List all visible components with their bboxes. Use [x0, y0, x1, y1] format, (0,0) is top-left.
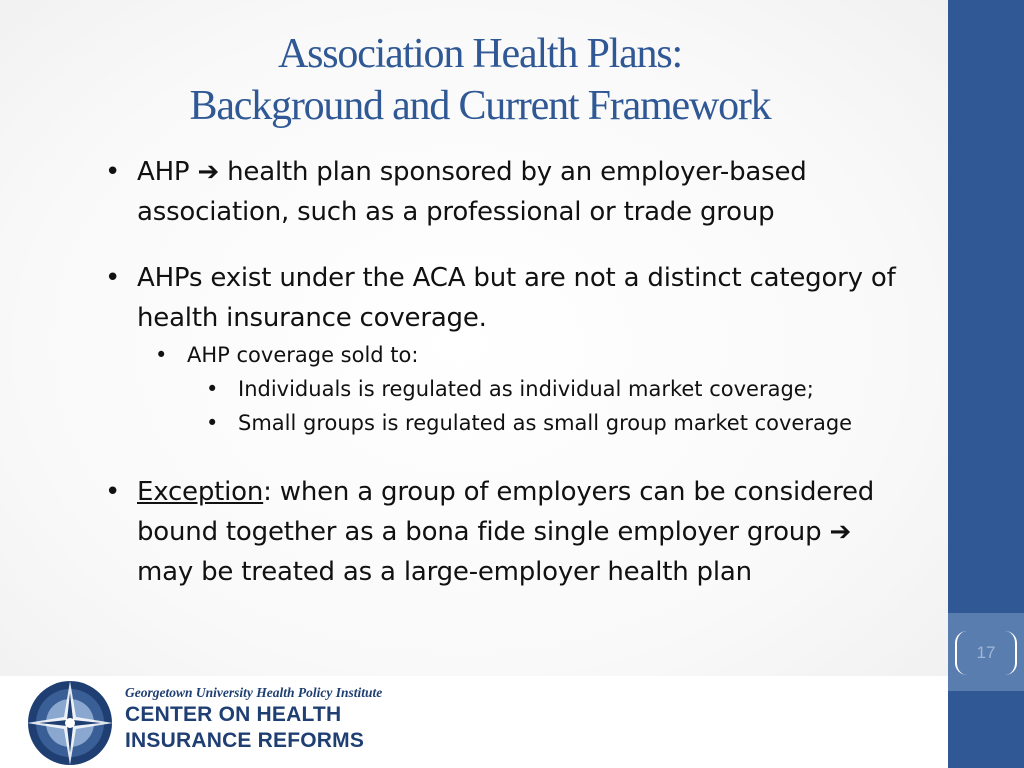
slide-title [40, 28, 920, 132]
sub-sub-bullet-small-groups [206, 406, 905, 440]
logo-text [125, 684, 382, 754]
bullet-dot: • [206, 377, 219, 401]
bullet-dot: • [105, 477, 121, 507]
exception-label: Exception [137, 477, 264, 507]
bullet-text: AHP [137, 157, 198, 187]
bullet-ahp-definition [105, 152, 905, 232]
arrow-icon: ➔ [197, 157, 220, 187]
sub-bullet-coverage-sold [155, 338, 905, 372]
arrow-icon: ➔ [829, 517, 852, 547]
page-number: 17 [955, 631, 1017, 675]
bullet-text: AHPs exist under the ACA but are not a distinct category of health insurance coverage. [137, 263, 896, 333]
bullet-text: may be treated as a large-employer health plan [137, 557, 752, 587]
bullet-dot: • [105, 157, 121, 187]
bullet-list [105, 152, 905, 618]
bullet-ahps-under-aca [105, 258, 905, 338]
slide-title-line-2: Background and Current Framework [189, 83, 771, 129]
bullet-text: : when a group of employers can be considered bound together as a bona fide single employer group [137, 477, 875, 547]
bullet-dot: • [206, 411, 219, 435]
slide-title-line-1: Association Health Plans: [278, 31, 682, 77]
bullet-text: Small groups is regulated as small group market coverage [238, 411, 853, 435]
bullet-text: Individuals is regulated as individual market coverage; [238, 377, 814, 401]
bullet-dot: • [155, 343, 168, 367]
bullet-text: health plan sponsored by an employer-based association, such as a professional or trade group [137, 157, 807, 227]
sub-sub-bullet-individuals [206, 372, 905, 406]
logo-name-line-1: CENTER ON HEALTH [125, 703, 342, 726]
logo-institute: Georgetown University Health Policy Institute [125, 685, 383, 700]
logo-name-line-2: INSURANCE REFORMS [125, 729, 365, 752]
bullet-text: AHP coverage sold to: [187, 343, 419, 367]
bullet-exception [105, 472, 905, 592]
organization-logo [0, 676, 948, 768]
compass-star-icon [25, 679, 115, 767]
bullet-dot: • [105, 263, 121, 293]
